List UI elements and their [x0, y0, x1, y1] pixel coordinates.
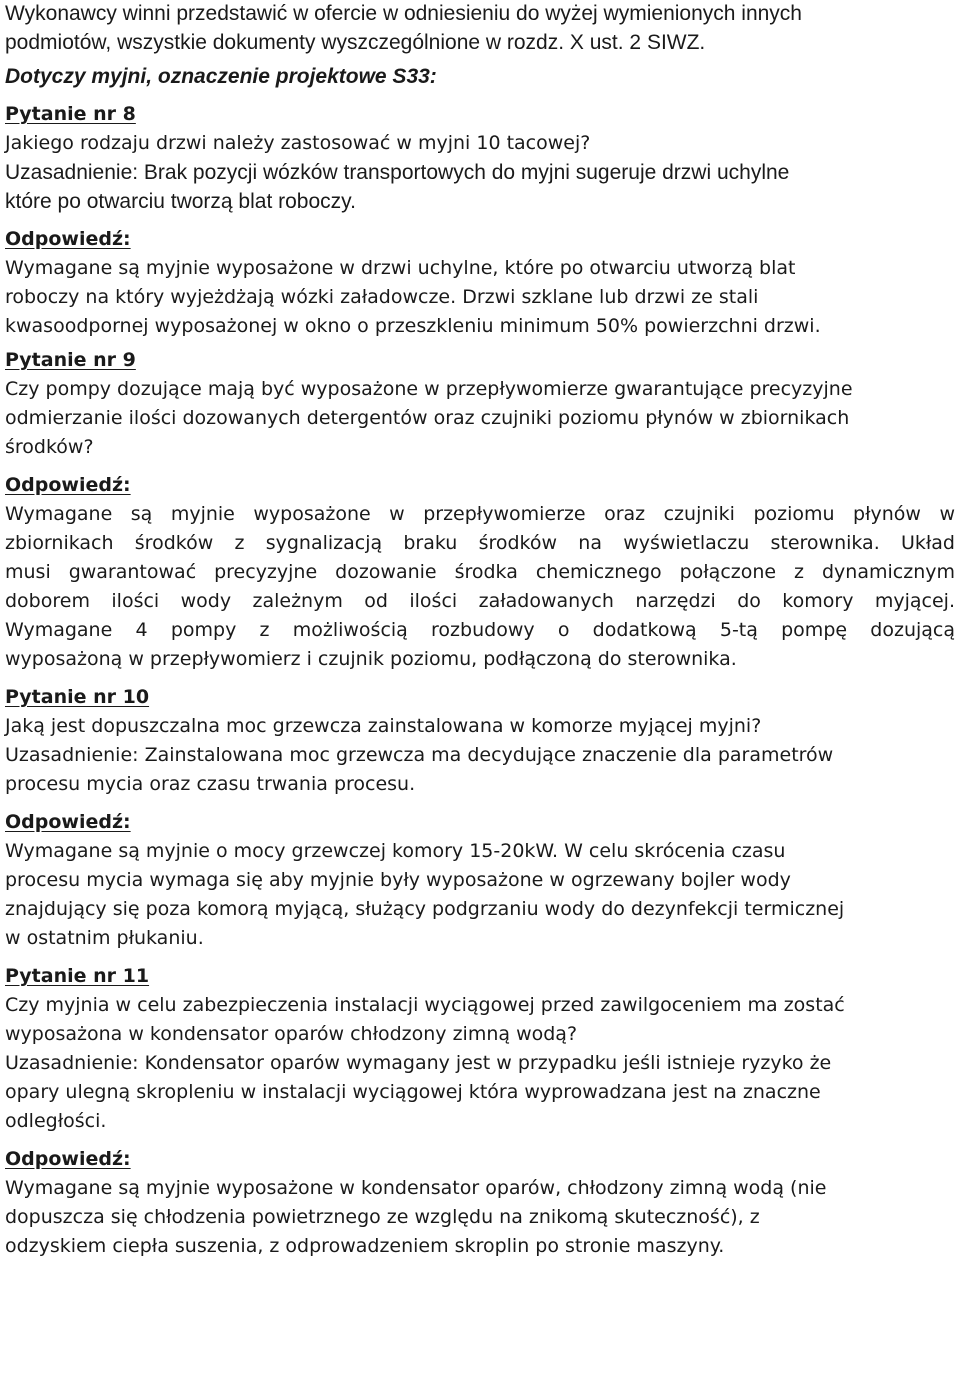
question-text-line: Jaką jest dopuszczalna moc grzewcza zainstalowana w komorze myjącej myjni?: [5, 715, 762, 737]
question-10: [5, 683, 955, 953]
text-line: podmiotów, wszystkie dokumenty wyszczególnione w rozdz. X ust. 2 SIWZ.: [5, 31, 706, 54]
text-line: Wykonawcy winni przedstawić w ofercie w odniesieniu do wyżej wymienionych innych: [5, 2, 802, 25]
justification-line: odległości.: [5, 1110, 107, 1132]
question-text-line: odmierzanie ilości dozowanych detergentów oraz czujniki poziomu płynów w zbiornikach: [5, 407, 850, 429]
answer-text-line: odzyskiem ciepła suszenia, z odprowadzeniem skroplin po stronie maszyny.: [5, 1235, 725, 1257]
answer-text-line: musi gwarantować precyzyjne dozowanie środka chemicznego połączone z dynamicznym: [5, 561, 955, 583]
section-heading: Dotyczy myjni, oznaczenie projektowe S33:: [5, 65, 437, 88]
justification-line: Uzasadnienie: Zainstalowana moc grzewcza ma decydujące znaczenie dla parametrów: [5, 744, 834, 766]
justification-line: opary ulegną skropleniu w instalacji wyciągowej która wyprowadzana jest na znaczne: [5, 1081, 821, 1103]
answer-text-line: Wymagane są myjnie wyposażone w kondensator oparów, chłodzony zimną wodą (nie: [5, 1177, 827, 1199]
answer-text-line: znajdujący się poza komorą myjącą, służący podgrzaniu wody do dezynfekcji termicznej: [5, 898, 845, 920]
answer-text-line: dopuszcza się chłodzenia powietrznego ze względu na znikomą skuteczność), z: [5, 1206, 760, 1228]
question-text-line: środków?: [5, 436, 94, 458]
intro-paragraph: [5, 0, 955, 57]
question-title: Pytanie nr 9: [5, 349, 136, 371]
answer-label: Odpowiedź:: [5, 228, 131, 250]
question-text-line: Czy myjnia w celu zabezpieczenia instalacji wyciągowej przed zawilgoceniem ma zostać: [5, 994, 845, 1016]
document-page: [5, 0, 955, 1261]
answer-text-line: roboczy na który wyjeżdżają wózki załadowcze. Drzwi szklane lub drzwi ze stali: [5, 286, 759, 308]
answer-text-line: wyposażoną w przepływomierz i czujnik poziomu, podłączoną do sterownika.: [5, 648, 737, 670]
question-title: Pytanie nr 11: [5, 965, 150, 987]
question-title: Pytanie nr 8: [5, 103, 136, 125]
question-text-line: Jakiego rodzaju drzwi należy zastosować w myjni 10 tacowej?: [5, 132, 591, 154]
answer-text-line: Wymagane 4 pompy z możliwością rozbudowy o dodatkową 5-tą pompę dozującą: [5, 619, 955, 641]
answer-text-line: Wymagane są myjnie wyposażone w przepływomierze oraz czujniki poziomu płynów w: [5, 503, 955, 525]
answer-label: Odpowiedź:: [5, 474, 131, 496]
answer-text-line: procesu mycia wymaga się aby myjnie były wyposażone w ogrzewany bojler wody: [5, 869, 791, 891]
justification-line: procesu mycia oraz czasu trwania procesu.: [5, 773, 416, 795]
answer-text-line: kwasoodpornej wyposażonej w okno o przeszkleniu minimum 50% powierzchni drzwi.: [5, 315, 821, 337]
answer-text-line: w ostatnim płukaniu.: [5, 927, 204, 949]
question-text-line: wyposażona w kondensator oparów chłodzony zimną wodą?: [5, 1023, 578, 1045]
question-title: Pytanie nr 10: [5, 686, 150, 708]
justification-line: które po otwarciu tworzą blat roboczy.: [5, 190, 356, 213]
justification-line: Uzasadnienie: Brak pozycji wózków transportowych do myjni sugeruje drzwi uchylne: [5, 161, 790, 184]
answer-label: Odpowiedź:: [5, 1148, 131, 1170]
answer-label: Odpowiedź:: [5, 811, 131, 833]
answer-text-line: Wymagane są myjnie o mocy grzewczej komory 15-20kW. W celu skrócenia czasu: [5, 840, 786, 862]
answer-text-line: Wymagane są myjnie wyposażone w drzwi uchylne, które po otwarciu utworzą blat: [5, 257, 796, 279]
answer-text-line: doborem ilości wody zależnym od ilości załadowanych narzędzi do komory myjącej.: [5, 590, 955, 612]
justification-line: Uzasadnienie: Kondensator oparów wymagany jest w przypadku jeśli istnieje ryzyko że: [5, 1052, 832, 1074]
question-11: [5, 962, 955, 1261]
question-8: [5, 100, 955, 341]
answer-text-line: zbiornikach środków z sygnalizacją braku środków na wyświetlaczu sterownika. Układ: [5, 532, 955, 554]
question-text-line: Czy pompy dozujące mają być wyposażone w przepływomierze gwarantujące precyzyjne: [5, 378, 853, 400]
question-9: [5, 346, 955, 674]
